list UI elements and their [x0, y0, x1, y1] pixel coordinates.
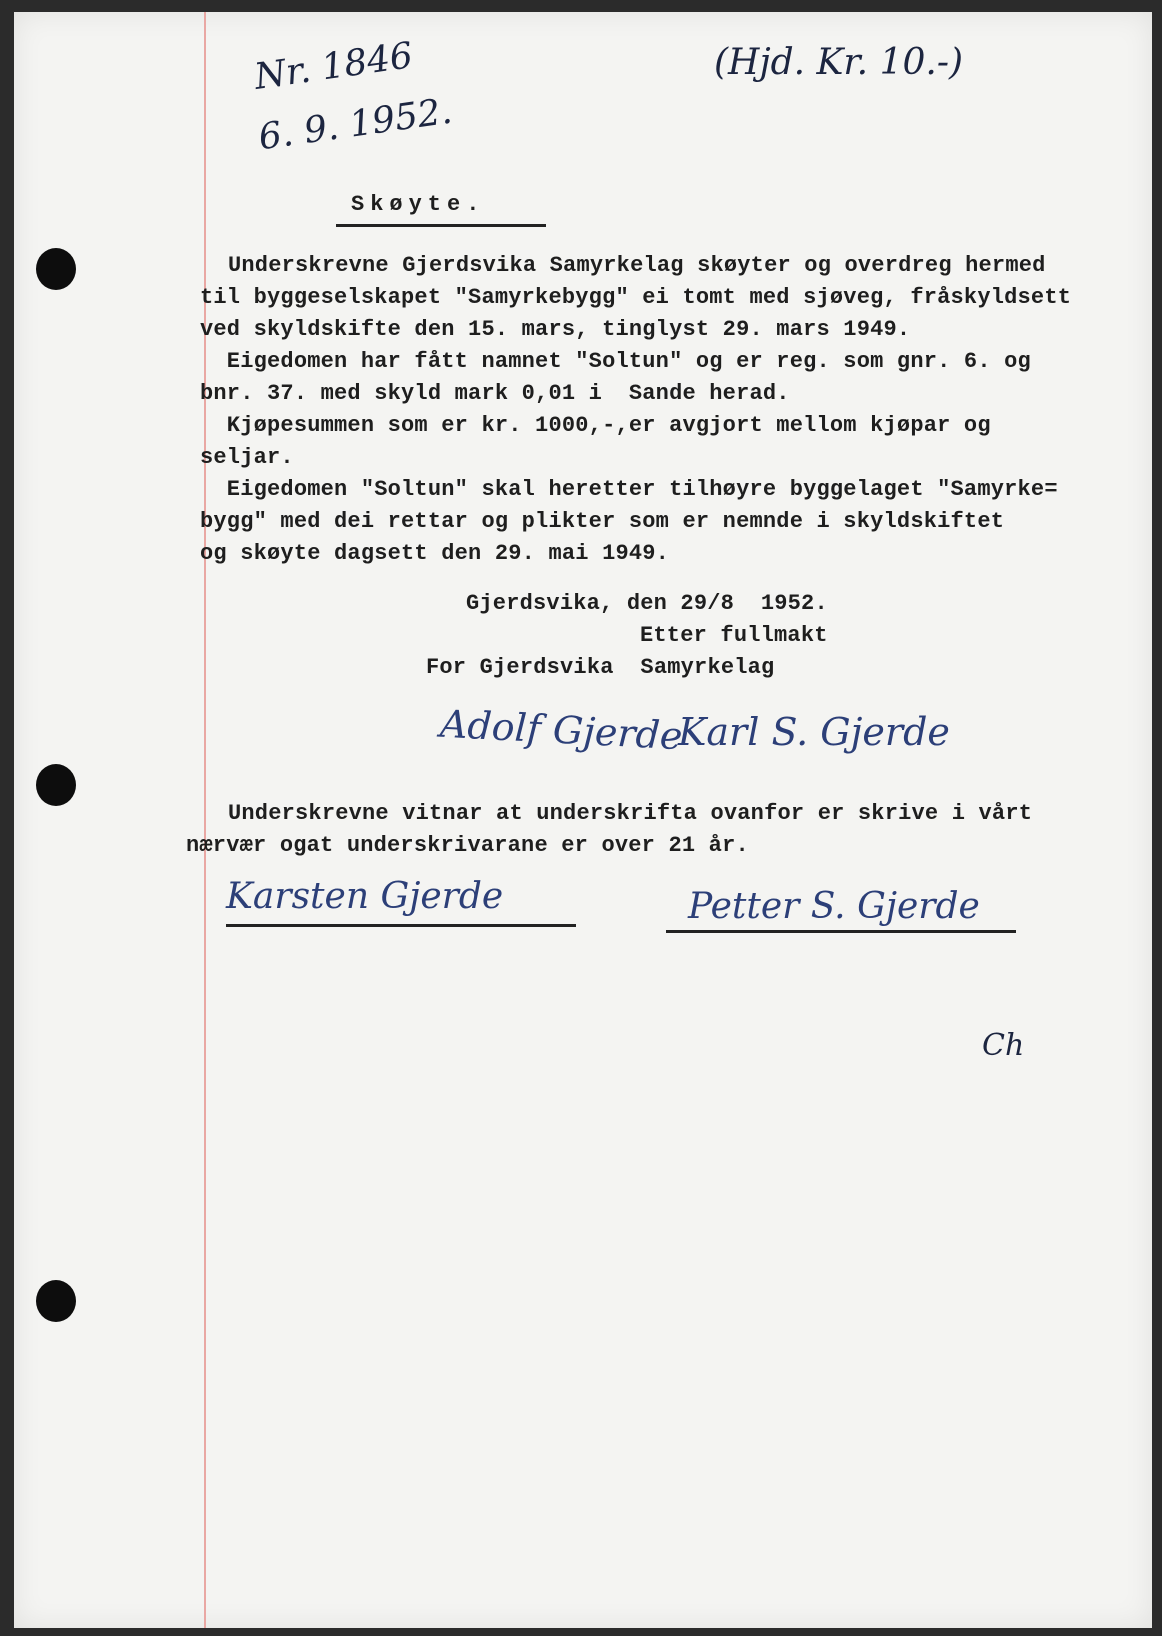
margin-note-number: Nr. 1846: [251, 35, 416, 98]
margin-note-date: 6. 9. 1952.: [256, 90, 455, 159]
clerk-initials: Ch: [982, 1028, 1025, 1063]
body-line: seljar.: [200, 445, 294, 470]
body-line: Eigedomen har fått namnet "Soltun" og er reg. som gnr. 6. og: [200, 349, 1031, 374]
margin-line: [204, 12, 206, 1628]
body-line: ved skyldskifte den 15. mars, tinglyst 29. mars 1949.: [200, 317, 911, 342]
signature-seller-1: Adolf Gjerde: [439, 701, 684, 759]
punch-hole: [36, 1280, 76, 1322]
title-underline: [336, 224, 546, 227]
signature-witness-1: Karsten Gjerde: [226, 876, 504, 917]
body-line: Kjøpesummen som er kr. 1000,-,er avgjort mellom kjøpar og: [200, 413, 991, 438]
signature-seller-2: Karl S. Gjerde: [678, 710, 950, 754]
body-line: Eigedomen "Soltun" skal heretter tilhøyre byggelaget "Samyrke=: [200, 477, 1058, 502]
document-title: Skøyte.: [351, 192, 486, 217]
body-line: til byggeselskapet "Samyrkebygg" ei tomt med sjøveg, fråskyldsett: [200, 285, 1072, 310]
document-page: [14, 12, 1152, 1628]
punch-hole: [36, 764, 76, 806]
body-line: bygg" med dei rettar og plikter som er nemnde i skyldskiftet: [200, 509, 1005, 534]
by-proxy: Etter fullmakt: [640, 623, 828, 648]
margin-note-fee: (Hjd. Kr. 10.-): [714, 42, 964, 83]
place-date: Gjerdsvika, den 29/8 1952.: [466, 591, 828, 616]
body-line: og skøyte dagsett den 29. mai 1949.: [200, 541, 670, 566]
witness-line: Underskrevne vitnar at underskrifta ovanfor er skrive i vårt: [228, 801, 1033, 826]
body-line: Underskrevne Gjerdsvika Samyrkelag skøyter og overdreg hermed: [228, 253, 1046, 278]
signature-line: [666, 930, 1016, 933]
signature-line: [226, 924, 576, 927]
punch-hole: [36, 248, 76, 290]
witness-line: nærvær ogat underskrivarane er over 21 år.: [186, 833, 749, 858]
signature-witness-2: Petter S. Gjerde: [688, 886, 980, 927]
body-line: bnr. 37. med skyld mark 0,01 i Sande herad.: [200, 381, 790, 406]
for-organisation: For Gjerdsvika Samyrkelag: [426, 655, 775, 680]
